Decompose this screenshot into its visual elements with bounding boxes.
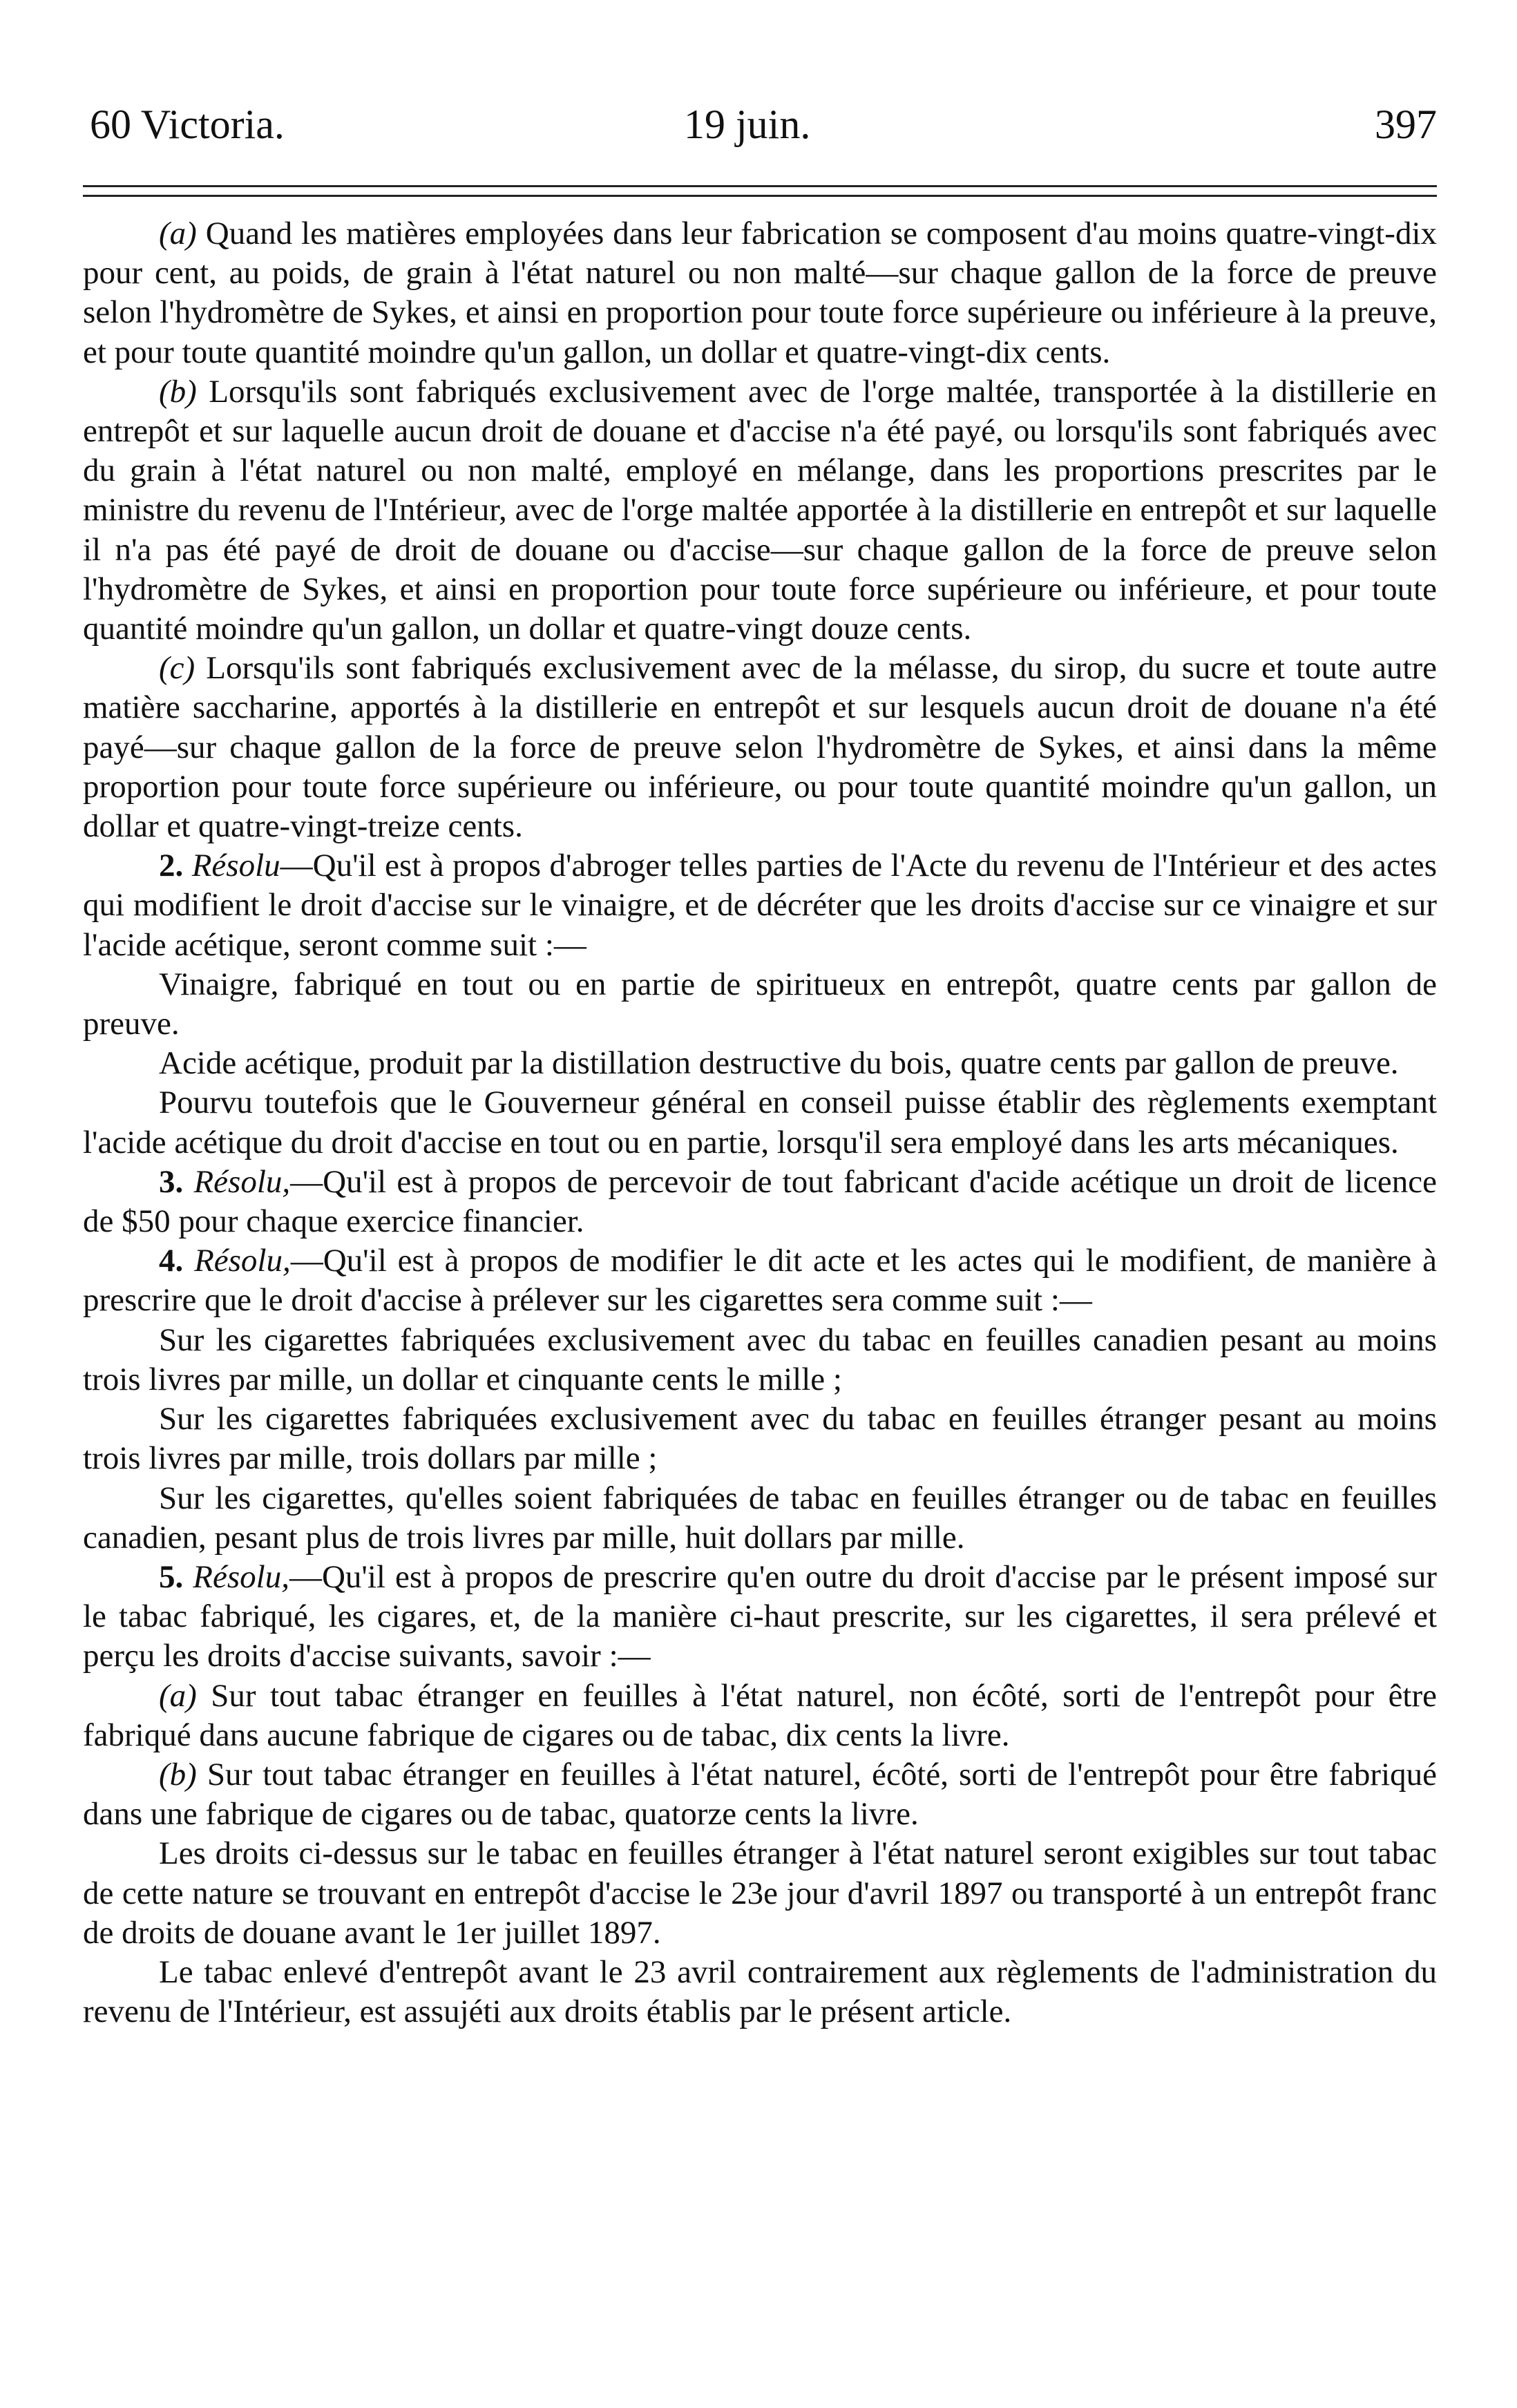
resolution-number: 3. bbox=[159, 1163, 184, 1200]
paragraph-a-non-ecote bbox=[83, 1676, 1437, 1755]
paragraph-text: Vinaigre, fabriqué en tout ou en partie de spiritueux en entrepôt, quatre cents par gallon de preuve. bbox=[83, 966, 1437, 1042]
paragraph-text: Le tabac enlevé d'entrepôt avant le 23 avril contrairement aux règlements de l'administration du revenu de l'Intérieur, est assujéti aux droits établis par le présent article. bbox=[83, 1953, 1437, 2030]
paragraph-label: (a) bbox=[159, 216, 197, 251]
resolution-2 bbox=[83, 846, 1437, 965]
paragraph-acide-acetique bbox=[83, 1044, 1437, 1083]
paragraph-text: Sur les cigarettes fabriquées exclusivement avec du tabac en feuilles étranger pesant au moins trois livres par mille, trois dollars par mille ; bbox=[83, 1401, 1437, 1477]
paragraph-text: Acide acétique, produit par la distillation destructive du bois, quatre cents par gallon de preuve. bbox=[159, 1045, 1399, 1082]
resolution-number: 4. bbox=[159, 1243, 184, 1279]
page-number: 397 bbox=[1375, 102, 1437, 147]
paragraph-text: Lorsqu'ils sont fabriqués exclusivement avec de l'orge maltée, transportée à la distillerie en entrepôt et sur laquelle aucun droit de douane et d'accise n'a été payé, ou lorsqu'ils sont fabriqués avec du grain à l'état naturel ou non malté, employé en mélange, dans les proportions prescrites par le ministre du revenu de l'Intérieur, avec de l'orge maltée apportée à la distillerie en entrepôt et sur laquelle il n'a pas été payé de droit de douane ou d'accise—sur chaque gallon de la force de preuve selon l'hydromètre de Sykes, et ainsi en proportion pour toute force supérieure ou inférieure, et pour toute quantité moindre qu'un gallon, un dollar et quatre-vingt douze cents. bbox=[83, 373, 1437, 647]
resolution-keyword: Résolu, bbox=[193, 1558, 289, 1595]
paragraph-text: —Qu'il est à propos d'abroger telles parties de l'Acte du revenu de l'Intérieur et des actes qui modifient le droit d'accise sur le vinaigre, et de décréter que les droits d'accise sur ce vinaigre et sur l'acide acétique, seront comme suit :— bbox=[83, 848, 1437, 963]
paragraph-tabac-enleve bbox=[83, 1953, 1437, 2032]
document-body bbox=[83, 214, 1437, 2032]
paragraph-cigarettes-etranger bbox=[83, 1399, 1437, 1478]
resolution-4 bbox=[83, 1241, 1437, 1320]
header-rule-bottom bbox=[83, 195, 1437, 197]
paragraph-vinaigre bbox=[83, 965, 1437, 1044]
paragraph-text: —Qu'il est à propos de prescrire qu'en outre du droit d'accise par le présent imposé sur le tabac fabriqué, les cigares, et, de la manière ci-haut prescrite, sur les cigarettes, il sera prélevé et perçu les droits d'accise suivants, savoir :— bbox=[83, 1558, 1437, 1674]
paragraph-label: (c) bbox=[159, 650, 195, 687]
paragraph-label: (b) bbox=[159, 1756, 197, 1793]
paragraph-text: Pourvu toutefois que le Gouverneur général en conseil puisse établir des règlements exemptant l'acide acétique du droit d'accise en tout ou en partie, lorsqu'il sera employé dans les arts mécaniques. bbox=[83, 1084, 1437, 1160]
header-rule-top bbox=[83, 185, 1437, 187]
paragraph-b-ecote bbox=[83, 1755, 1437, 1834]
paragraph-text: Sur tout tabac étranger en feuilles à l'état naturel, non écôté, sorti de l'entrepôt pour être fabriqué dans aucune fabrique de cigares ou de tabac, dix cents la livre. bbox=[83, 1677, 1438, 1753]
paragraph-label: (a) bbox=[159, 1677, 197, 1714]
paragraph-b-orge-maltee bbox=[83, 372, 1437, 649]
paragraph-label: (b) bbox=[159, 373, 197, 410]
paragraph-text: —Qu'il est à propos de percevoir de tout fabricant d'acide acétique un droit de licence de $50 pour chaque exercice financier. bbox=[83, 1163, 1438, 1240]
resolution-3 bbox=[83, 1163, 1437, 1241]
paragraph-text: Sur tout tabac étranger en feuilles à l'état naturel, écôté, sorti de l'entrepôt pour être fabriqué dans une fabrique de cigares ou de tabac, quatorze cents la livre. bbox=[83, 1756, 1438, 1833]
paragraph-text: Sur les cigarettes, qu'elles soient fabriquées de tabac en feuilles étranger ou de tabac en feuilles canadien, pesant plus de trois livres par mille, huit dollars par mille. bbox=[83, 1480, 1437, 1556]
resolution-keyword: Résolu bbox=[191, 848, 280, 884]
paragraph-droits-exigibles bbox=[83, 1834, 1437, 1953]
paragraph-a-quand bbox=[83, 214, 1437, 372]
resolution-keyword: Résolu, bbox=[194, 1243, 291, 1279]
paragraph-text: Sur les cigarettes fabriquées exclusivement avec du tabac en feuilles canadien pesant au moins trois livres par mille, un dollar et cinquante cents le mille ; bbox=[83, 1321, 1437, 1397]
header-date: 19 juin. bbox=[684, 102, 811, 147]
resolution-number: 2. bbox=[159, 848, 184, 884]
resolution-5 bbox=[83, 1558, 1437, 1676]
resolution-keyword: Résolu, bbox=[193, 1163, 291, 1200]
paragraph-text: —Qu'il est à propos de modifier le dit acte et les actes qui le modifient, de manière à prescrire que le droit d'accise à prélever sur les cigarettes sera comme suit :— bbox=[83, 1243, 1437, 1319]
paragraph-cigarettes-plus-trois-livres bbox=[83, 1479, 1437, 1558]
paragraph-cigarettes-canadien bbox=[83, 1321, 1437, 1399]
paragraph-c-melasse bbox=[83, 649, 1437, 846]
paragraph-text: Lorsqu'ils sont fabriqués exclusivement avec de la mélasse, du sirop, du sucre et toute autre matière saccharine, apportés à la distillerie en entrepôt et sur lesquels aucun droit de douane n'a été payé—sur chaque gallon de la force de preuve selon l'hydromètre de Sykes, et ainsi dans la même proportion pour toute force supérieure ou inférieure, ou pour toute quantité moindre qu'un gallon, un dollar et quatre-vingt-treize cents. bbox=[83, 650, 1437, 845]
header-regnal-year: 60 Victoria. bbox=[90, 102, 285, 147]
paragraph-pourvu bbox=[83, 1083, 1437, 1162]
resolution-number: 5. bbox=[159, 1558, 184, 1595]
paragraph-text: Les droits ci-dessus sur le tabac en feuilles étranger à l'état naturel seront exigibles sur tout tabac de cette nature se trouvant en entrepôt d'accise le 23e jour d'avril 1897 ou transporté à un entrepôt franc de droits de douane avant le 1er juillet 1897. bbox=[83, 1835, 1437, 1951]
page-header bbox=[83, 97, 1437, 152]
paragraph-text: Quand les matières employées dans leur fabrication se composent d'au moins quatre-vingt-dix pour cent, au poids, de grain à l'état naturel ou non malté—sur chaque gallon de la force de preuve selon l'hydromètre de Sykes, et ainsi en proportion pour toute force supérieure ou inférieure à la preuve, et pour toute quantité moindre qu'un gallon, un dollar et quatre-vingt-dix cents. bbox=[83, 216, 1438, 370]
